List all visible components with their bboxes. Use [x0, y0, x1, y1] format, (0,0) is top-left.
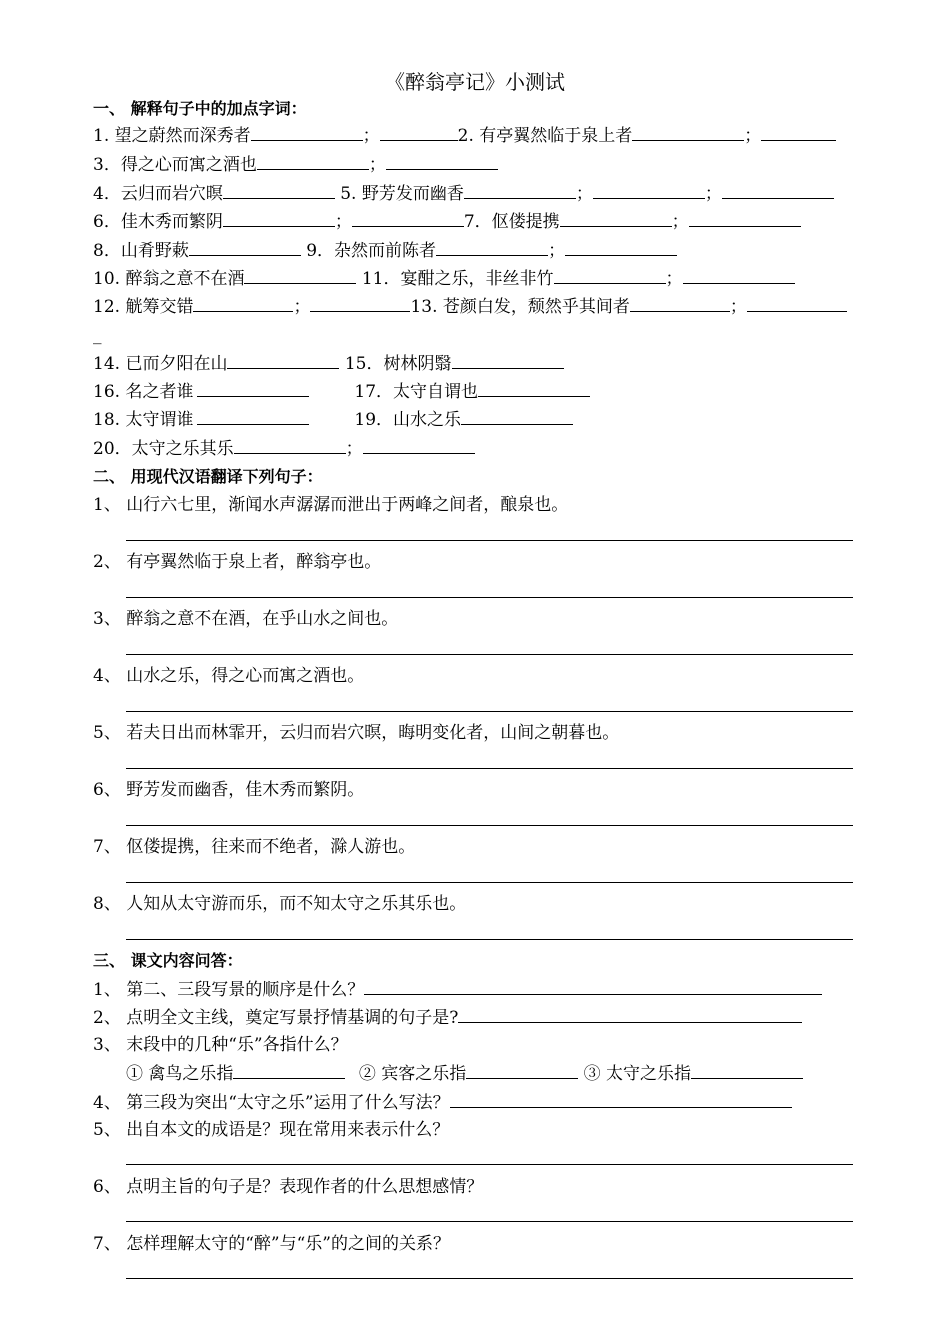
answer-blank[interactable]: [352, 210, 464, 227]
translate-item-7: 7、 伛偻提携，往来而不绝者，滁人游也。: [93, 837, 416, 857]
question-4-text: 4、 第三段为突出“太守之乐”运用了什么写法？: [93, 1093, 450, 1113]
answer-line[interactable]: [126, 1164, 853, 1165]
answer-blank[interactable]: [223, 210, 335, 227]
q3-part-c: ③ 太守之乐指: [583, 1064, 692, 1084]
q1-row-11: [93, 437, 475, 461]
answer-blank[interactable]: [227, 352, 339, 369]
q1-row-10: [93, 408, 573, 432]
translate-item-3: 3、 醉翁之意不在酒，在乎山水之间也。: [93, 609, 399, 629]
q3-part-b: ② 宾客之乐指: [358, 1064, 467, 1084]
item-19: 19．山水之乐: [354, 410, 462, 430]
question-2-text: 2、 点明全文主线，奠定写景抒情基调的句子是?: [93, 1008, 459, 1028]
item-16: 16. 名之者谁: [93, 382, 194, 402]
separator: ；: [548, 241, 566, 261]
question-3: 3、 末段中的几种“乐”各指什么？: [93, 1035, 348, 1055]
separator: ；: [704, 184, 722, 204]
translate-item-4: 4、 山水之乐，得之心而寓之酒也。: [93, 666, 365, 686]
item-1: 1. 望之蔚然而深秀者: [93, 126, 251, 146]
answer-line[interactable]: [126, 711, 853, 712]
q1-row-2: [93, 153, 498, 177]
item-6: 6．佳木秀而繁阴: [93, 212, 223, 232]
answer-line[interactable]: [126, 1278, 853, 1279]
item-12: 12. 觥筹交错: [93, 297, 194, 317]
separator: ；: [334, 212, 352, 232]
stray-underscore: _: [93, 325, 102, 345]
item-3: 3．得之心而寓之酒也: [93, 155, 257, 175]
question-1: [93, 978, 822, 1002]
item-11: 11．宴酣之乐，非丝非竹: [361, 269, 554, 289]
answer-blank[interactable]: [458, 1006, 802, 1023]
item-18: 18. 太守谓谁: [93, 410, 194, 430]
item-4: 4．云归而岩穴暝: [93, 184, 223, 204]
answer-blank[interactable]: [478, 380, 590, 397]
separator: ；: [729, 297, 747, 317]
answer-line[interactable]: [126, 882, 853, 883]
answer-blank[interactable]: [452, 352, 564, 369]
answer-blank[interactable]: [197, 380, 309, 397]
answer-blank[interactable]: [683, 267, 795, 284]
section3-heading: 三、 课文内容问答：: [93, 951, 243, 970]
page-title: 《醉翁亭记》小测试: [385, 70, 565, 94]
answer-blank[interactable]: [565, 239, 677, 256]
q1-row-1: [93, 124, 836, 148]
answer-blank[interactable]: [436, 239, 548, 256]
answer-blank[interactable]: [193, 295, 293, 312]
question-7: 7、 怎样理解太守的“醉”与“乐”的之间的关系？: [93, 1234, 450, 1254]
question-6: 6、 点明主旨的句子是？表现作者的什么思想感情？: [93, 1177, 484, 1197]
answer-blank[interactable]: [461, 408, 573, 425]
answer-blank[interactable]: [747, 295, 847, 312]
answer-blank[interactable]: [244, 267, 356, 284]
separator: ；: [665, 269, 683, 289]
answer-line[interactable]: [126, 825, 853, 826]
answer-blank[interactable]: [189, 239, 301, 256]
q1-row-9: [93, 380, 590, 404]
answer-blank[interactable]: [630, 295, 730, 312]
answer-blank[interactable]: [380, 124, 458, 141]
translate-item-2: 2、 有亭翼然临于泉上者，醉翁亭也。: [93, 552, 382, 572]
separator: ；: [362, 126, 380, 146]
question-3-parts: [126, 1062, 803, 1086]
q1-row-4: [93, 210, 801, 234]
answer-line[interactable]: [126, 540, 853, 541]
answer-blank[interactable]: [464, 182, 576, 199]
answer-blank[interactable]: [632, 124, 744, 141]
separator: ；: [575, 184, 593, 204]
answer-blank[interactable]: [450, 1091, 792, 1108]
q3-part-a: ① 禽鸟之乐指: [126, 1064, 234, 1084]
translate-item-5: 5、 若夫日出而林霏开，云归而岩穴暝，晦明变化者，山间之朝暮也。: [93, 723, 620, 743]
question-4: [93, 1091, 792, 1115]
answer-blank[interactable]: [234, 437, 346, 454]
answer-blank[interactable]: [593, 182, 705, 199]
answer-blank[interactable]: [554, 267, 666, 284]
separator: ；: [671, 212, 689, 232]
separator: ；: [744, 126, 762, 146]
question-2: [93, 1006, 802, 1030]
answer-blank[interactable]: [691, 1062, 803, 1079]
answer-blank[interactable]: [310, 295, 410, 312]
item-2: 2. 有亭翼然临于泉上者: [457, 126, 633, 146]
item-5: 5. 野芳发而幽香: [340, 184, 464, 204]
answer-blank[interactable]: [257, 153, 369, 170]
item-13: 13. 苍颜白发，颓然乎其间者: [410, 297, 630, 317]
answer-blank[interactable]: [251, 124, 363, 141]
question-1-text: 1、 第二、三段写景的顺序是什么？: [93, 980, 365, 1000]
separator: ；: [345, 439, 363, 459]
item-7: 7．伛偻提携: [463, 212, 560, 232]
answer-blank[interactable]: [197, 408, 309, 425]
separator: ；: [293, 297, 311, 317]
q1-row-3: [93, 182, 834, 206]
answer-blank[interactable]: [223, 182, 335, 199]
answer-blank[interactable]: [560, 210, 672, 227]
section2-heading: 二、 用现代汉语翻译下列句子：: [93, 467, 323, 486]
answer-line[interactable]: [126, 768, 853, 769]
item-15: 15．树林阴翳: [344, 354, 452, 374]
answer-blank[interactable]: [722, 182, 834, 199]
answer-blank[interactable]: [233, 1062, 345, 1079]
q1-row-6: [93, 267, 795, 291]
answer-blank[interactable]: [363, 437, 475, 454]
answer-line[interactable]: [126, 597, 853, 598]
item-8: 8．山肴野蔌: [93, 241, 189, 261]
q1-row-8: [93, 352, 564, 376]
answer-blank[interactable]: [466, 1062, 578, 1079]
translate-item-8: 8、 人知从太守游而乐，而不知太守之乐其乐也。: [93, 894, 467, 914]
answer-line[interactable]: [126, 654, 853, 655]
answer-blank[interactable]: [761, 124, 836, 141]
separator: ；: [368, 155, 386, 175]
section1-heading: 一、 解释句子中的加点字词：: [93, 99, 307, 118]
question-5: 5、 出自本文的成语是？现在常用来表示什么？: [93, 1120, 450, 1140]
answer-line[interactable]: [126, 1221, 853, 1222]
q1-row-7: [93, 295, 847, 319]
answer-blank[interactable]: [364, 978, 822, 995]
answer-blank[interactable]: [689, 210, 801, 227]
item-10: 10. 醉翁之意不在酒: [93, 269, 245, 289]
answer-blank[interactable]: [386, 153, 498, 170]
item-14: 14. 已而夕阳在山: [93, 354, 228, 374]
item-17: 17．太守自谓也: [354, 382, 479, 402]
item-20: 20．太守之乐其乐: [93, 439, 234, 459]
translate-item-6: 6、 野芳发而幽香，佳木秀而繁阴。: [93, 780, 365, 800]
item-9: 9．杂然而前陈者: [306, 241, 437, 261]
q1-row-5: [93, 239, 677, 263]
translate-item-1: 1、 山行六七里，渐闻水声潺潺而泄出于两峰之间者，酿泉也。: [93, 495, 569, 515]
answer-line[interactable]: [126, 939, 853, 940]
